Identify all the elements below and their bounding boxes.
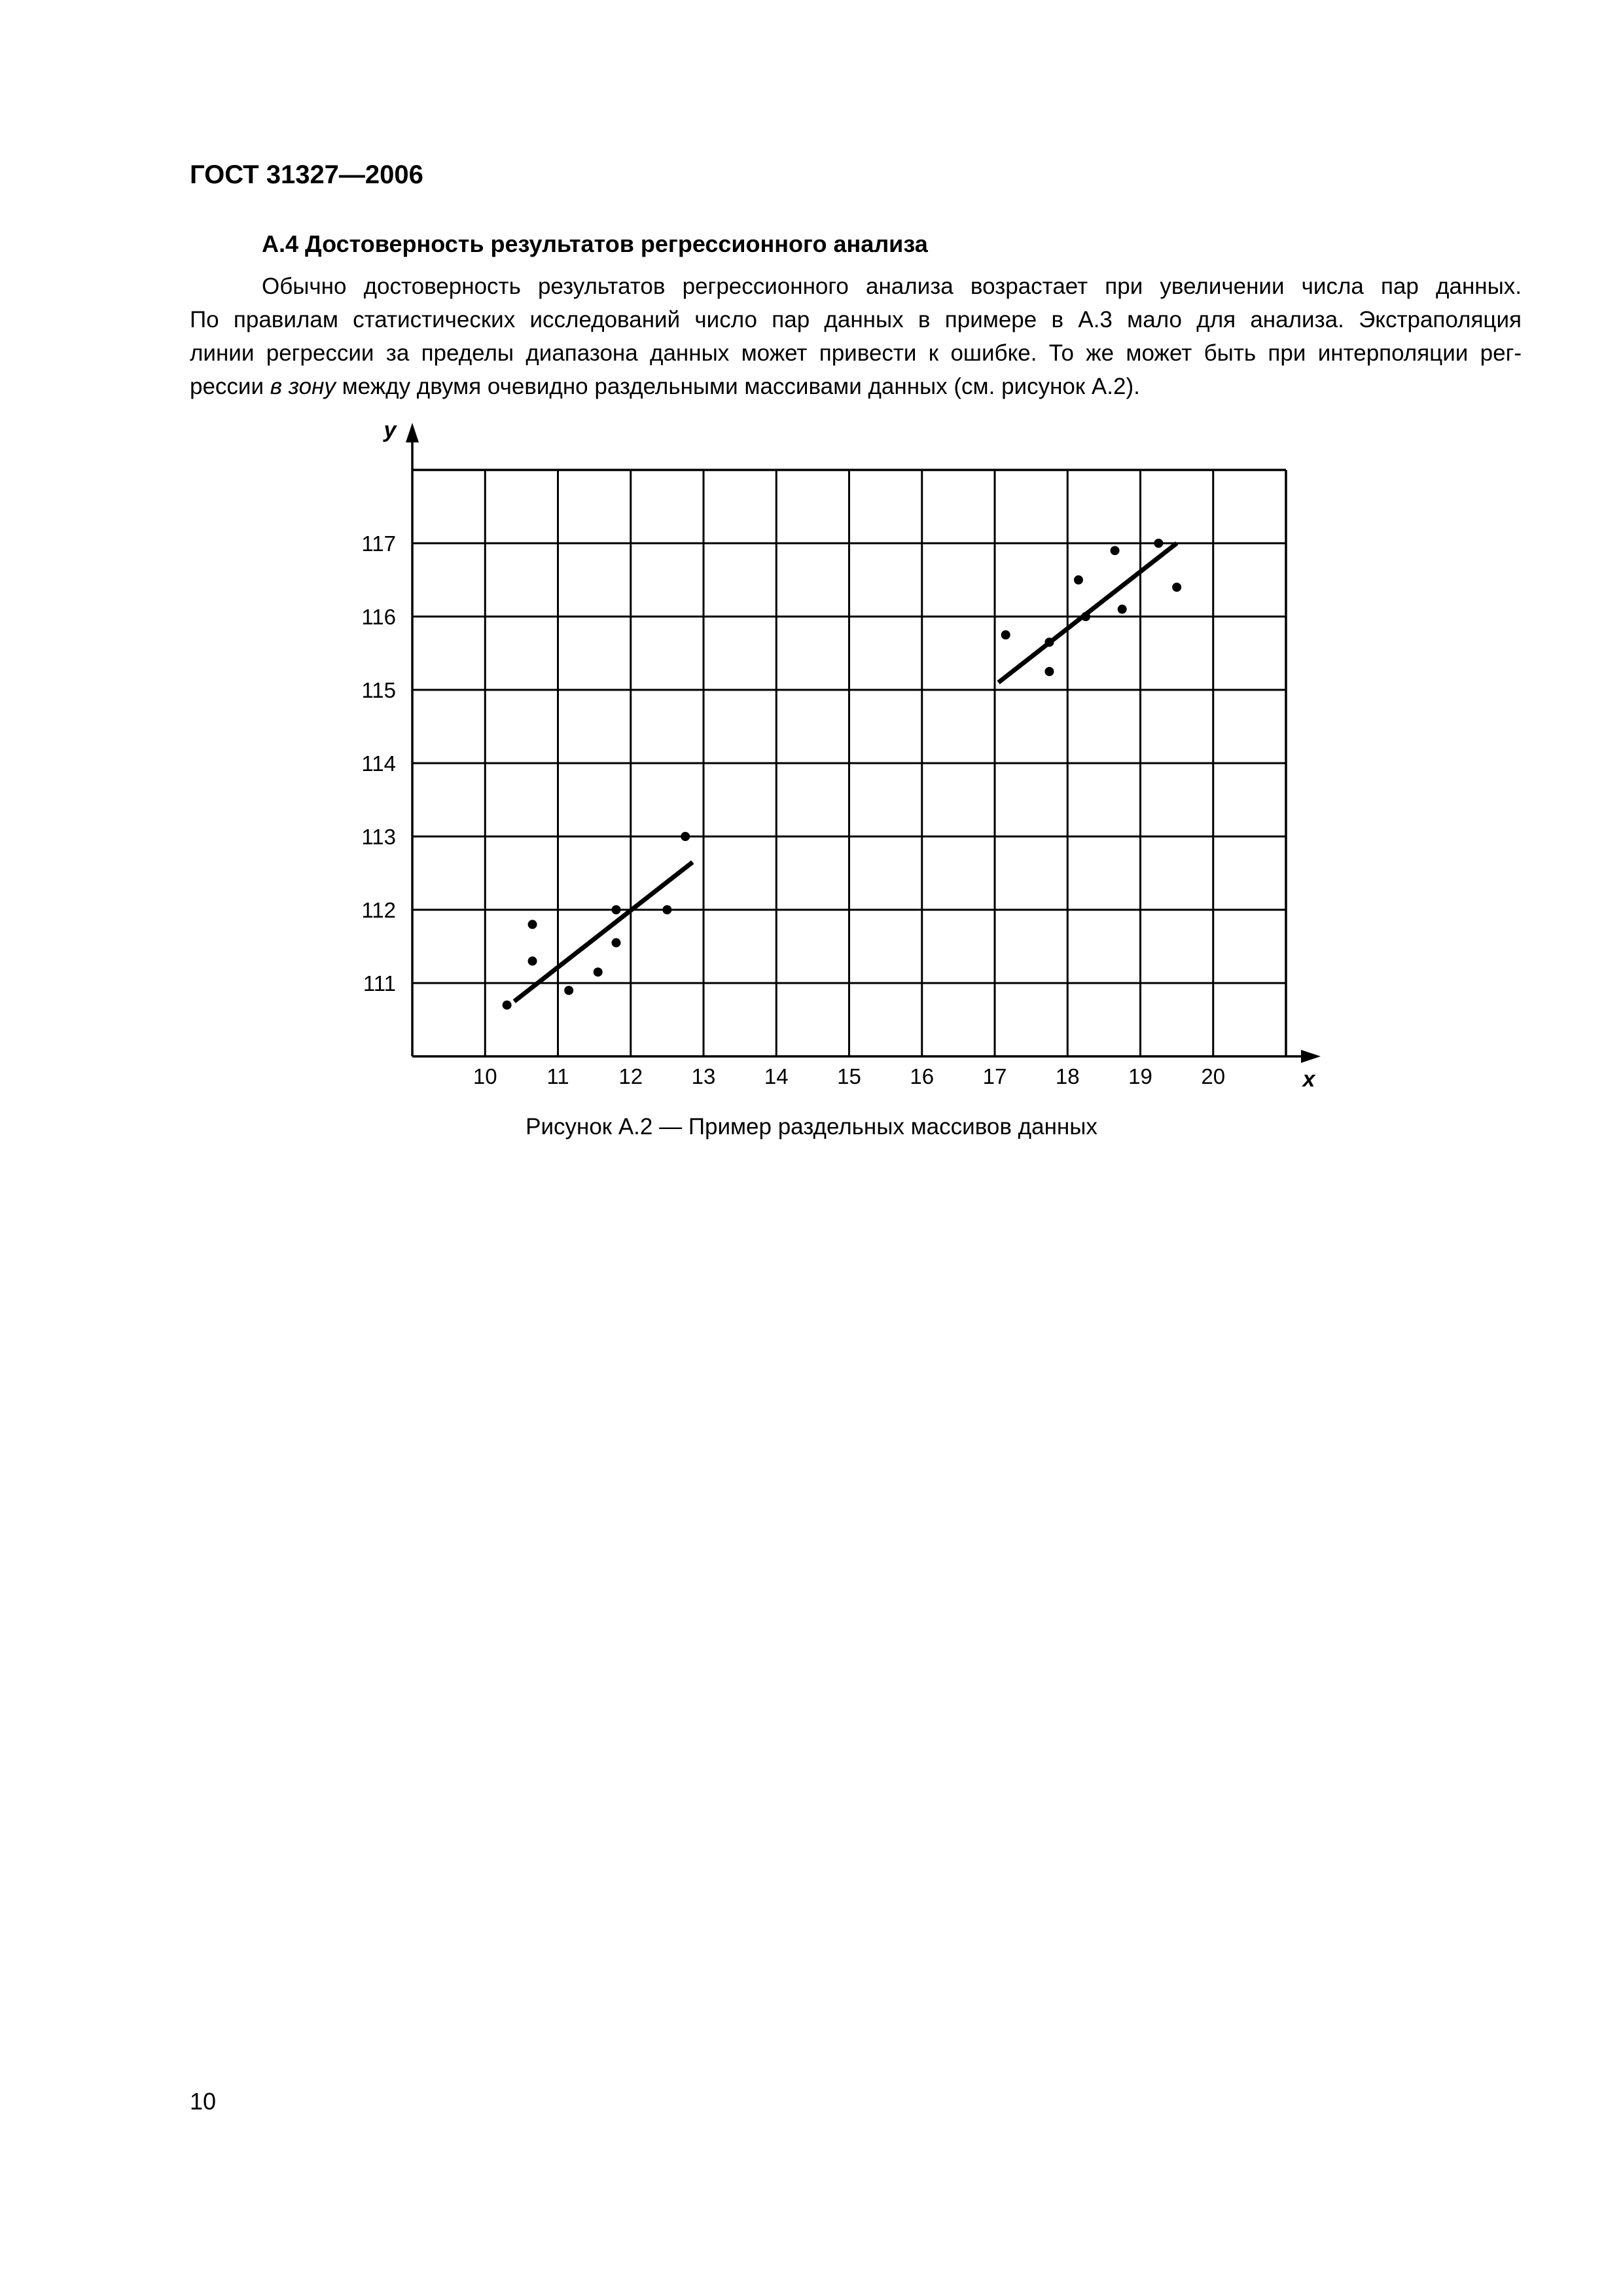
y-tick-label: 115 — [361, 678, 396, 702]
x-tick-label: 11 — [546, 1064, 569, 1088]
data-point — [1154, 539, 1163, 548]
y-tick-label: 116 — [361, 605, 396, 629]
x-tick-label: 10 — [473, 1064, 497, 1088]
x-tick-label: 15 — [837, 1064, 861, 1088]
document-header: ГОСТ 31327—2006 — [190, 160, 423, 189]
data-point — [612, 938, 621, 947]
paragraph-text: между двумя очевидно раздельными массивами данных (см. рисунок А.2). — [335, 374, 1140, 399]
x-tick-label: 14 — [764, 1064, 789, 1088]
data-point — [1118, 605, 1127, 614]
data-point — [612, 905, 621, 914]
paragraph-line: Обычно достоверность результатов регрессионного анализа возрастает при увеличении числа пар данных. — [262, 274, 1522, 299]
data-point — [1044, 637, 1054, 647]
y-tick-label: 114 — [361, 751, 396, 776]
y-tick-label: 112 — [361, 898, 396, 922]
data-point — [503, 1001, 512, 1010]
data-point — [528, 956, 537, 965]
data-point — [594, 967, 603, 977]
y-tick-label: 111 — [363, 971, 396, 996]
regression-line-1 — [514, 862, 693, 1001]
y-axis-label: y — [383, 418, 397, 442]
x-axis-arrow — [1301, 1050, 1321, 1063]
paragraph-emphasis: в зону — [270, 374, 336, 399]
data-point — [681, 832, 690, 841]
x-tick-label: 12 — [618, 1064, 643, 1088]
x-tick-label: 16 — [910, 1064, 935, 1088]
y-tick-label: 117 — [361, 531, 396, 556]
data-point — [662, 905, 671, 914]
data-point — [1001, 630, 1010, 639]
x-tick-label: 20 — [1201, 1064, 1226, 1088]
data-point — [1172, 583, 1181, 592]
section-title: А.4 Достоверность результатов регрессионного анализа — [262, 230, 928, 257]
data-point — [528, 920, 537, 929]
data-point — [564, 986, 573, 995]
paragraph-text: рессии — [190, 374, 270, 399]
y-axis-arrow — [406, 423, 419, 442]
x-axis-label: x — [1302, 1067, 1315, 1092]
figure-caption: Рисунок А.2 — Пример раздельных массивов данных — [526, 1114, 1097, 1139]
x-tick-label: 19 — [1128, 1064, 1152, 1088]
data-point — [1074, 575, 1083, 584]
data-point — [1111, 546, 1120, 555]
paragraph-line: По правилам статистических исследований число пар данных в примере в А.3 мало для анализа. Экстраполяция — [190, 307, 1522, 332]
y-tick-label: 113 — [361, 825, 396, 849]
x-tick-label: 18 — [1055, 1064, 1080, 1088]
x-tick-label: 17 — [982, 1064, 1007, 1088]
data-point — [1044, 667, 1054, 676]
paragraph-line: линии регрессии за пределы диапазона данных может привести к ошибке. То же может быть при интерполяции рег- — [190, 340, 1522, 366]
data-point — [1081, 612, 1090, 621]
x-tick-label: 13 — [691, 1064, 716, 1088]
page-number: 10 — [190, 2088, 217, 2115]
